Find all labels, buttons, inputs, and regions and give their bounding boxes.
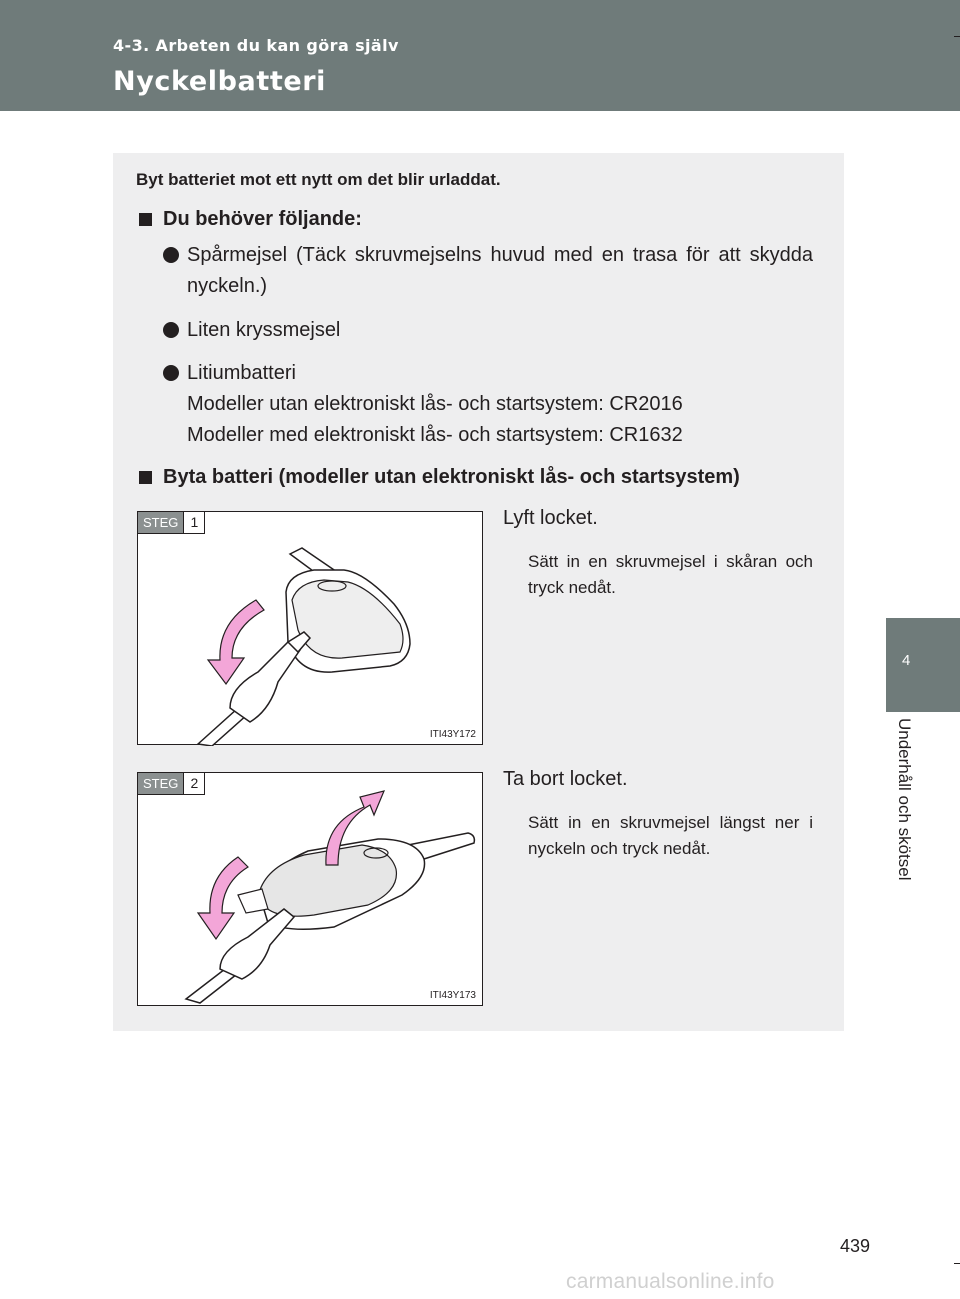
list-item-text-block (187, 358, 813, 451)
needed-heading-text: Du behöver följande: (163, 208, 362, 230)
step-badge (138, 773, 205, 795)
battery-line: Modeller utan elektroniskt lås- och startsystem: CR2016 (187, 393, 683, 415)
square-bullet-icon (139, 471, 152, 484)
step-badge (138, 512, 205, 534)
step-2-illustration (137, 772, 483, 1006)
step-2-title: Ta bort locket. (503, 768, 628, 790)
page-title: Nyckelbatteri (113, 66, 327, 97)
chapter-number: 4 (902, 652, 911, 669)
key-clip-icon (238, 889, 268, 913)
step-1-description: Sätt in en skruvmejsel i skåran och tryck nedåt. (528, 552, 813, 597)
page-header (0, 0, 960, 111)
page-number: 439 (840, 1236, 871, 1256)
step-number: 1 (183, 512, 204, 533)
figure-code: ITI43Y173 (429, 990, 476, 1001)
step-1-drawing (138, 512, 484, 746)
figure-code: ITI43Y172 (429, 729, 476, 740)
battery-line: Modeller med elektroniskt lås- och startsystem: CR1632 (187, 424, 683, 446)
step-2-description: Sätt in en skruvmejsel längst ner i nyckeln och tryck nedåt. (528, 813, 813, 858)
key-cover-icon (292, 580, 403, 658)
square-bullet-icon (139, 213, 152, 226)
crop-mark (954, 1263, 960, 1264)
section-heading: 4-3. Arbeten du kan göra själv (113, 36, 399, 55)
list-item-text: Liten kryssmejsel (187, 319, 341, 341)
round-bullet-icon (163, 322, 179, 338)
list-item (163, 240, 813, 302)
list-item-text: Litiumbatteri (187, 362, 296, 384)
chapter-label-text: Underhåll och skötsel (895, 718, 914, 881)
crop-mark (954, 36, 960, 37)
section-replace-heading (139, 466, 740, 489)
step-1-illustration (137, 511, 483, 745)
step-label: STEG (138, 773, 183, 794)
screwdriver-handle-icon (220, 909, 294, 979)
down-arrow-icon (208, 600, 264, 684)
intro-text: Byt batteriet mot ett nytt om det blir urladdat. (136, 170, 501, 189)
step-2-drawing (138, 773, 484, 1007)
round-bullet-icon (163, 365, 179, 381)
list-item (163, 358, 813, 451)
watermark: carmanualsonline.info (566, 1270, 775, 1293)
step-1-title: Lyft locket. (503, 507, 598, 529)
screwdriver-handle-icon (230, 642, 300, 722)
round-bullet-icon (163, 247, 179, 263)
step-label: STEG (138, 512, 183, 533)
chapter-tab[interactable] (886, 618, 960, 712)
list-item (163, 315, 813, 346)
step-number: 2 (183, 773, 204, 794)
chapter-label (888, 712, 928, 922)
list-item-text: Spårmejsel (Täck skruvmejselns huvud med en trasa för att skydda nyckeln.) (187, 244, 813, 297)
section-needed-heading (139, 208, 362, 231)
replace-heading-text: Byta batteri (modeller utan elektroniskt lås- och startsystem) (163, 466, 740, 488)
